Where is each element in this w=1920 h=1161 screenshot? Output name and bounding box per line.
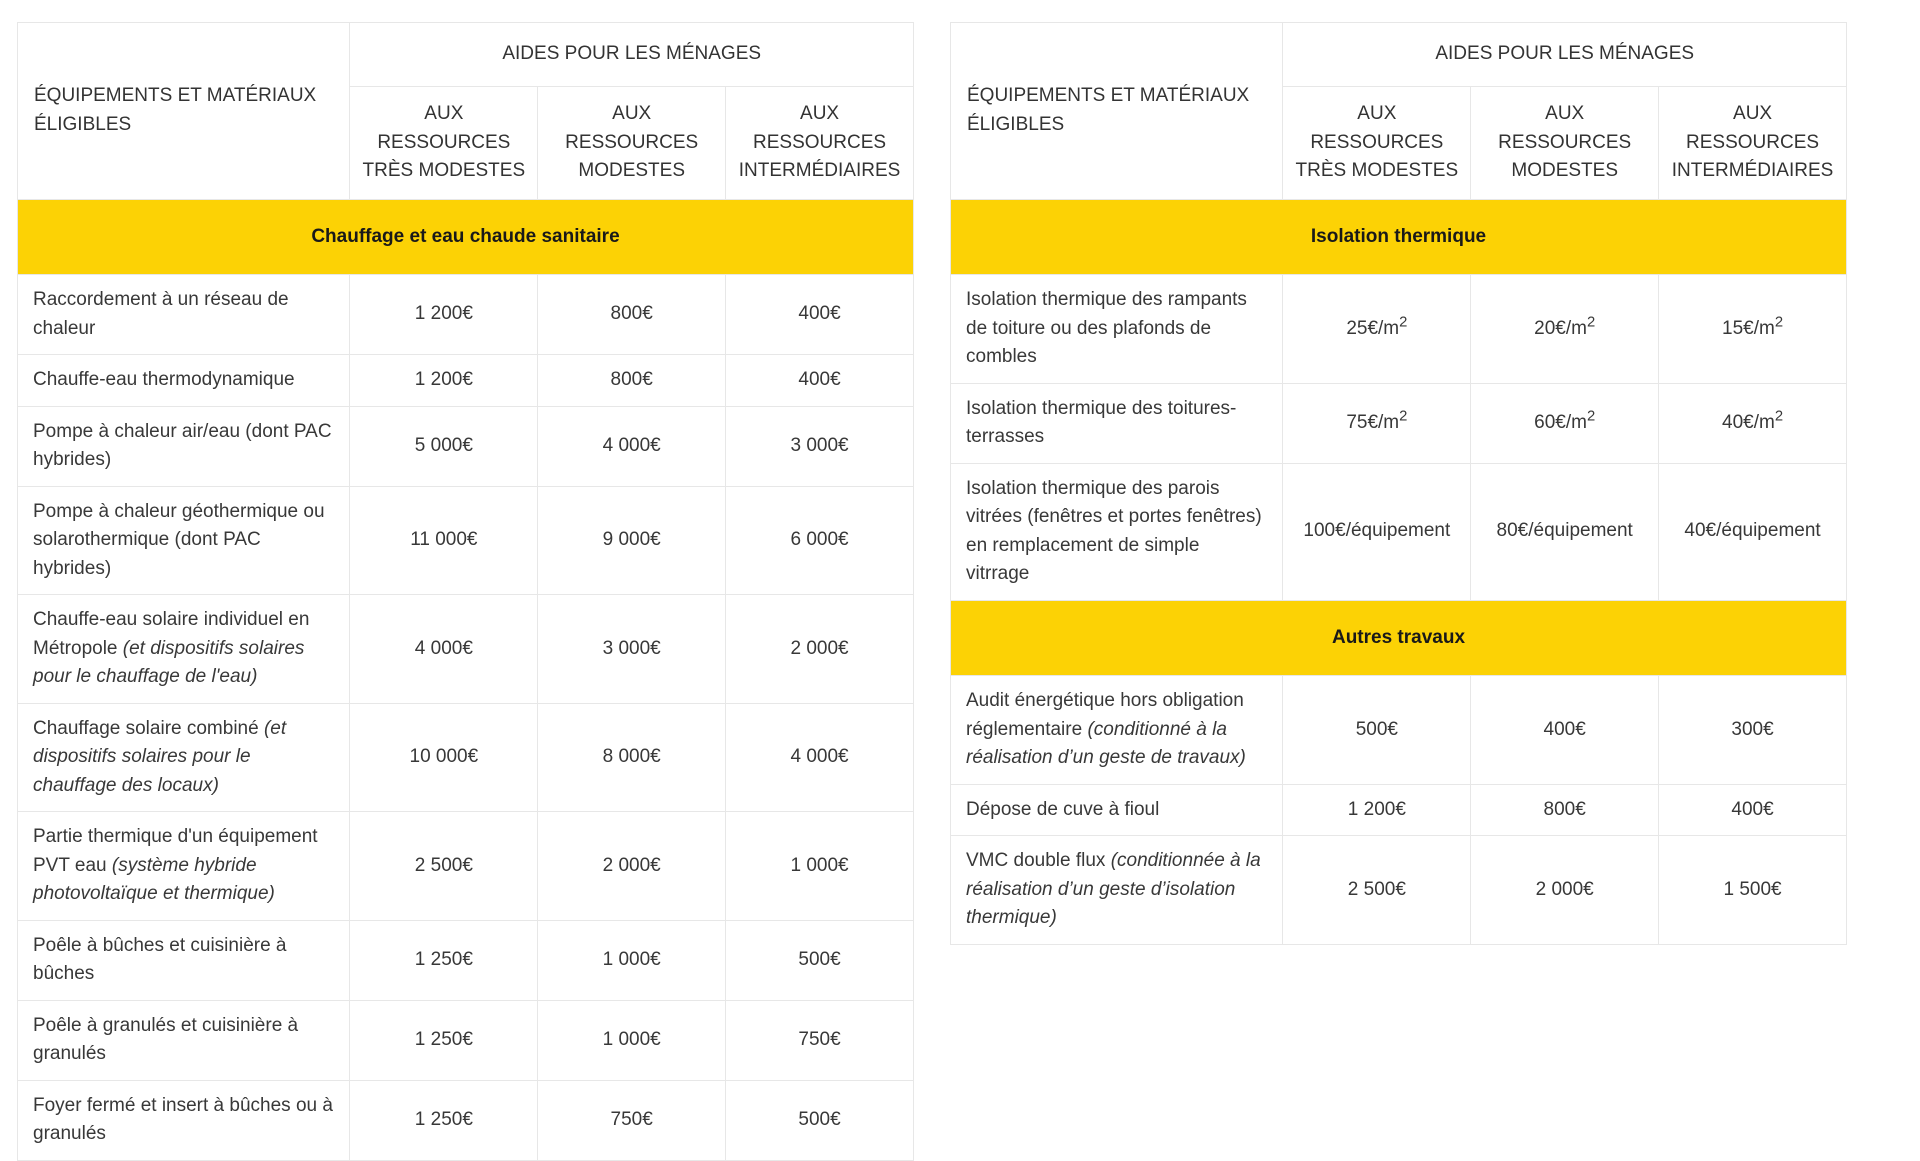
label-text: Raccordement à un réseau de chaleur <box>33 289 289 339</box>
aid-amount-cell: 3 000€ <box>538 595 726 704</box>
equipment-label-cell <box>951 836 1283 945</box>
label-text: Isolation thermique des parois vitrées (fenêtres et portes fenêtres) en remplacement de simple vitrrage <box>966 477 1262 584</box>
aid-amount-cell: 1 500€ <box>1659 836 1847 945</box>
aid-amount-cell: 750€ <box>538 1080 726 1160</box>
aid-amount-cell: 4 000€ <box>726 703 914 812</box>
table-row <box>18 595 914 704</box>
aid-amount-cell <box>1659 275 1847 384</box>
superscript: 2 <box>1586 314 1596 331</box>
table-row <box>951 383 1847 463</box>
aid-amount-cell: 500€ <box>726 1080 914 1160</box>
equipment-label-cell <box>951 275 1283 384</box>
label-italic-note: (et dispositifs solaires pour le chauffage des locaux) <box>33 717 287 796</box>
equipment-label-cell <box>18 595 350 704</box>
aid-amount-cell: 2 500€ <box>350 812 538 921</box>
column-header-aides-menages: AIDES POUR LES MÉNAGES <box>1283 23 1847 87</box>
label-text: Pompe à chaleur air/eau (dont PAC hybrides) <box>33 420 332 470</box>
table-row <box>18 920 914 1000</box>
table-row <box>18 812 914 921</box>
column-header-aides-menages: AIDES POUR LES MÉNAGES <box>350 23 914 87</box>
aid-amount-cell: 400€ <box>726 275 914 355</box>
aid-amount-cell: 1 200€ <box>350 355 538 407</box>
aid-amount-cell: 1 250€ <box>350 1080 538 1160</box>
aid-amount-cell: 80€/équipement <box>1471 463 1659 600</box>
section-banner: Isolation thermique <box>951 199 1847 275</box>
label-italic-note: (conditionnée à la réalisation d’un geste d’isolation thermique) <box>966 850 1261 928</box>
aid-amount-cell: 500€ <box>1283 676 1471 785</box>
table-chauffage-eau-chaude <box>17 22 914 1161</box>
column-header-equipements: ÉQUIPEMENTS ET MATÉRIAUX ÉLIGIBLES <box>951 23 1283 200</box>
aid-amount-cell: 800€ <box>538 275 726 355</box>
table-row <box>18 486 914 595</box>
table-row <box>951 676 1847 785</box>
aid-amount-cell: 100€/équipement <box>1283 463 1471 600</box>
equipment-label-cell <box>18 275 350 355</box>
label-text: Isolation thermique des toitures-terrasses <box>966 397 1237 447</box>
table-row <box>951 784 1847 836</box>
superscript: 2 <box>1586 408 1596 425</box>
equipment-label-cell <box>18 486 350 595</box>
column-header-ressources-0: AUX RESSOURCES TRÈS MODESTES <box>350 87 538 200</box>
label-text: Pompe à chaleur géothermique ou solarothermique (dont PAC hybrides) <box>33 500 325 579</box>
section-banner-row <box>951 600 1847 676</box>
label-text: Poêle à bûches et cuisinière à bûches <box>33 934 287 984</box>
equipment-label-cell <box>18 406 350 486</box>
equipment-label-cell <box>18 812 350 921</box>
superscript: 2 <box>1399 314 1408 331</box>
equipment-label-cell <box>18 1080 350 1160</box>
header-row-group <box>18 23 914 87</box>
aid-amount-cell <box>1471 383 1659 463</box>
aid-amount-cell: 400€ <box>726 355 914 407</box>
equipment-label-cell <box>18 920 350 1000</box>
aid-amount-cell: 40€/équipement <box>1659 463 1847 600</box>
aid-amount-cell <box>1283 275 1471 384</box>
column-header-ressources-0: AUX RESSOURCES TRÈS MODESTES <box>1283 87 1471 200</box>
aid-amount-cell: 300€ <box>1659 676 1847 785</box>
aid-amount-cell: 1 200€ <box>1283 784 1471 836</box>
aid-amount-cell: 1 000€ <box>726 812 914 921</box>
label-text: Chauffe-eau solaire individuel en Métropole <box>33 609 310 659</box>
section-banner: Chauffage et eau chaude sanitaire <box>18 199 914 275</box>
section-banner-row <box>18 199 914 275</box>
aid-amount-cell: 1 250€ <box>350 1000 538 1080</box>
aid-amount-cell: 2 500€ <box>1283 836 1471 945</box>
aid-amount-cell: 6 000€ <box>726 486 914 595</box>
aid-amount-cell: 9 000€ <box>538 486 726 595</box>
amount-text: 60€/m <box>1534 411 1587 433</box>
aid-amount-cell <box>1283 383 1471 463</box>
table-row <box>18 355 914 407</box>
aid-amount-cell <box>1471 275 1659 384</box>
label-italic-note: (conditionné à la réalisation d’un geste de travaux) <box>966 718 1246 768</box>
label-text: Partie thermique d'un équipement PVT eau <box>33 826 318 876</box>
aid-amount-cell: 800€ <box>538 355 726 407</box>
superscript: 2 <box>1774 314 1784 331</box>
aid-amount-cell <box>1659 383 1847 463</box>
label-italic-note: (et dispositifs solaires pour le chauffage de l'eau) <box>33 637 305 687</box>
aid-amount-cell: 1 000€ <box>538 1000 726 1080</box>
aid-amount-cell: 500€ <box>726 920 914 1000</box>
aid-amount-cell: 3 000€ <box>726 406 914 486</box>
label-text: Poêle à granulés et cuisinière à granulés <box>33 1014 299 1064</box>
table-row <box>18 703 914 812</box>
aid-amount-cell: 2 000€ <box>726 595 914 704</box>
amount-text: 20€/m <box>1534 317 1587 339</box>
aid-amount-cell: 4 000€ <box>538 406 726 486</box>
label-text: Dépose de cuve à fioul <box>966 798 1160 820</box>
aid-amount-cell: 4 000€ <box>350 595 538 704</box>
label-text: Foyer fermé et insert à bûches ou à granulés <box>33 1094 333 1144</box>
amount-text: 40€/m <box>1722 411 1775 433</box>
aid-amount-cell: 11 000€ <box>350 486 538 595</box>
aid-amount-cell: 5 000€ <box>350 406 538 486</box>
equipment-label-cell <box>18 1000 350 1080</box>
aid-amount-cell: 8 000€ <box>538 703 726 812</box>
label-text: Chauffe-eau thermodynamique <box>33 369 295 390</box>
equipment-label-cell <box>951 463 1283 600</box>
amount-text: 25€/m <box>1346 317 1400 339</box>
aid-amount-cell: 10 000€ <box>350 703 538 812</box>
equipment-label-cell <box>951 383 1283 463</box>
tables-container <box>17 22 1920 1161</box>
aid-amount-cell: 800€ <box>1471 784 1659 836</box>
table-isolation-autres-travaux <box>950 22 1847 945</box>
superscript: 2 <box>1399 408 1408 425</box>
table-row <box>951 463 1847 600</box>
aid-amount-cell: 400€ <box>1659 784 1847 836</box>
aid-amount-cell: 2 000€ <box>538 812 726 921</box>
section-banner: Autres travaux <box>951 600 1847 676</box>
aid-amount-cell: 1 200€ <box>350 275 538 355</box>
equipment-label-cell <box>18 355 350 407</box>
aid-amount-cell: 1 000€ <box>538 920 726 1000</box>
table-row <box>18 406 914 486</box>
aid-amount-cell: 750€ <box>726 1000 914 1080</box>
aid-amount-cell: 2 000€ <box>1471 836 1659 945</box>
label-text: VMC double flux <box>966 850 1111 871</box>
table-row <box>18 1000 914 1080</box>
label-text: Isolation thermique des rampants de toiture ou des plafonds de combles <box>966 289 1247 367</box>
superscript: 2 <box>1774 408 1784 425</box>
aid-amount-cell: 1 250€ <box>350 920 538 1000</box>
label-italic-note: (système hybride photovoltaïque et thermique) <box>33 854 275 904</box>
table-row <box>951 275 1847 384</box>
section-banner-row <box>951 199 1847 275</box>
table-row <box>18 275 914 355</box>
table-row <box>18 1080 914 1160</box>
header-row-group <box>951 23 1847 87</box>
equipment-label-cell <box>18 703 350 812</box>
column-header-ressources-1: AUX RESSOURCES MODESTES <box>1471 87 1659 200</box>
aid-amount-cell: 400€ <box>1471 676 1659 785</box>
column-header-ressources-1: AUX RESSOURCES MODESTES <box>538 87 726 200</box>
column-header-ressources-2: AUX RESSOURCES INTERMÉDIAIRES <box>1659 87 1847 200</box>
amount-text: 75€/m <box>1346 411 1400 433</box>
table-row <box>951 836 1847 945</box>
column-header-ressources-2: AUX RESSOURCES INTERMÉDIAIRES <box>726 87 914 200</box>
equipment-label-cell <box>951 676 1283 785</box>
amount-text: 15€/m <box>1722 317 1775 339</box>
label-text: Audit énergétique hors obligation réglementaire <box>966 690 1244 740</box>
equipment-label-cell <box>951 784 1283 836</box>
column-header-equipements: ÉQUIPEMENTS ET MATÉRIAUX ÉLIGIBLES <box>18 23 350 200</box>
label-text: Chauffage solaire combiné <box>33 717 264 739</box>
